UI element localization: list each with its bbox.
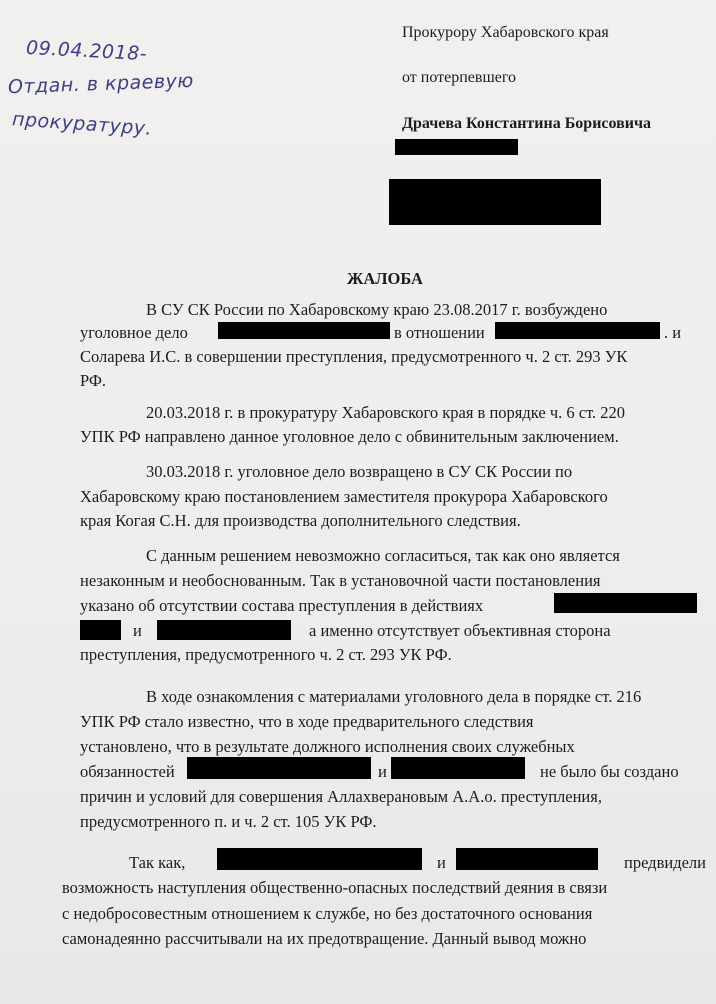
redaction	[391, 757, 525, 779]
text-line: указано об отсутствии состава преступления в действиях	[80, 596, 484, 615]
text-line: УПК РФ направлено данное уголовное дело с обвинительным заключением.	[80, 427, 619, 446]
text-line: в отношении	[394, 323, 485, 342]
redaction	[389, 179, 601, 225]
redaction	[395, 139, 518, 155]
text-line: и	[437, 853, 446, 872]
text-line: УПК РФ стало известно, что в ходе предварительного следствия	[80, 712, 534, 731]
text-line: предусмотренного п. и ч. 2 ст. 105 УК РФ.	[80, 812, 377, 831]
text-line: . и	[664, 323, 682, 342]
addressee-to: Прокурору Хабаровского края	[402, 24, 609, 41]
text-line: С данным решением невозможно согласиться, так как оно является	[146, 546, 620, 565]
text-line: с недобросовестным отношением к службе, но без достаточного основания	[62, 904, 593, 923]
handwritten-date: 09.04.2018-	[25, 36, 148, 66]
redaction	[218, 322, 390, 339]
text-line: преступления, предусмотренного ч. 2 ст. 293 УК РФ.	[80, 645, 452, 664]
text-line: В СУ СК России по Хабаровскому краю 23.08.2017 г. возбуждено	[146, 300, 608, 319]
text-line: Так как,	[129, 853, 186, 872]
text-line: а именно отсутствует объективная сторона	[309, 621, 611, 640]
text-line: обязанностей	[80, 762, 175, 781]
redaction	[554, 593, 697, 613]
addressee-name: Драчева Константина Борисовича	[402, 115, 652, 132]
redaction	[157, 620, 291, 640]
redaction	[495, 322, 660, 339]
text-line: и	[378, 762, 387, 781]
text-line: края Когая С.Н. для производства дополнительного следствия.	[80, 511, 521, 530]
handwritten-note-line: прокуратуру.	[11, 108, 153, 140]
text-line: самонадеянно рассчитывали на их предотвращение. Данный вывод можно	[62, 929, 587, 948]
addressee-from-label: от потерпевшего	[402, 69, 517, 86]
text-line: Хабаровскому краю постановлением заместителя прокурора Хабаровского	[80, 487, 608, 506]
text-line: В ходе ознакомления с материалами уголовного дела в порядке ст. 216	[146, 687, 642, 706]
redaction	[187, 757, 371, 779]
text-line: и	[133, 621, 142, 640]
text-line: возможность наступления общественно-опасных последствий деяния в связи	[62, 878, 608, 897]
text-line: не было бы создано	[540, 762, 679, 781]
text-line: РФ.	[80, 371, 107, 390]
handwritten-note-line: Отдан. в краевую	[7, 69, 195, 99]
text-line: установлено, что в результате должного исполнения своих служебных	[80, 737, 575, 756]
redaction	[80, 620, 121, 640]
text-line: незаконным и необоснованным. Так в установочной части постановления	[80, 571, 601, 590]
redaction	[217, 848, 422, 870]
text-line: 20.03.2018 г. в прокуратуру Хабаровского края в порядке ч. 6 ст. 220	[146, 403, 626, 422]
text-line: уголовное дело	[80, 323, 188, 342]
document-title: ЖАЛОБА	[347, 269, 423, 288]
text-line: причин и условий для совершения Аллахверановым А.А.о. преступления,	[80, 787, 602, 806]
text-line: Соларева И.С. в совершении преступления, предусмотренного ч. 2 ст. 293 УК	[80, 347, 628, 366]
redaction	[456, 848, 598, 870]
text-line: предвидели	[624, 853, 706, 872]
text-line: 30.03.2018 г. уголовное дело возвращено в СУ СК России по	[146, 462, 573, 481]
